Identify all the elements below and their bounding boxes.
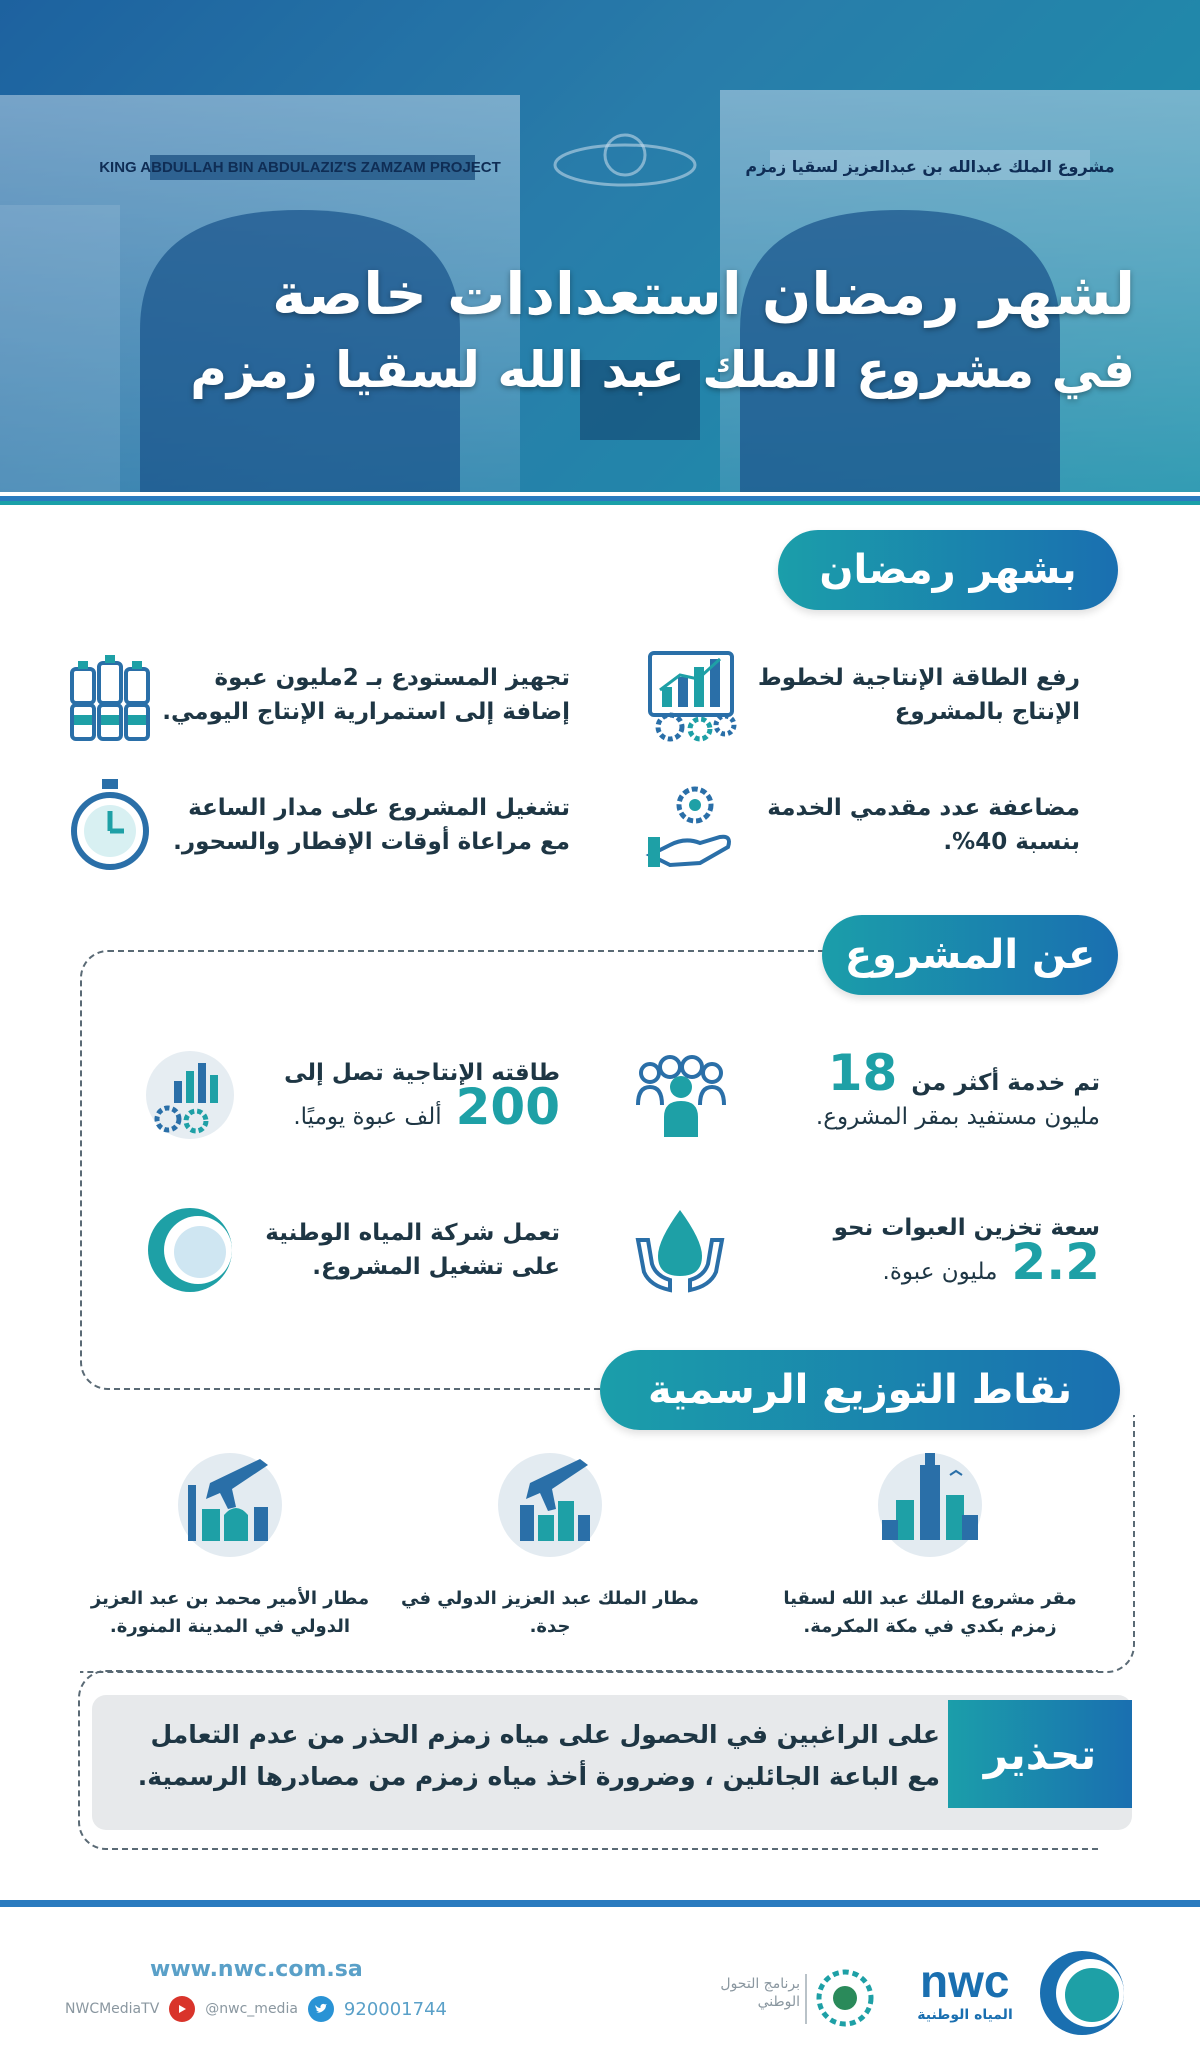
operator-text: تعمل شركة المياه الوطنية على تشغيل المشروع.	[265, 1220, 560, 1280]
storage-suffix: مليون عبوة.	[882, 1259, 998, 1285]
title-line-2: في مشروع الملك عبد الله لسقيا زمزم	[190, 341, 1135, 399]
ramadan-item-hours	[60, 775, 590, 875]
title-line-1: لشهر رمضان استعدادات خاصة	[272, 260, 1135, 328]
jeddah-airport-icon	[490, 1445, 610, 1565]
capacity-number: 200	[455, 1078, 560, 1136]
header-banner	[0, 0, 1200, 505]
vision-program-text: برنامج التحول الوطني	[720, 1976, 800, 2010]
social-links	[65, 1996, 447, 2022]
ramadan-item-text: مضاعفة عدد مقدمي الخدمة بنسبة 40%.	[767, 795, 1080, 855]
youtube-handle[interactable]: NWCMediaTV	[65, 2001, 160, 2017]
distribution-point-madinah	[80, 1445, 380, 1641]
distribution-label: مطار الأمير محمد بن عبد العزيز الدولي في المدينة المنورة.	[90, 1588, 370, 1637]
gate-sign-right: مشروع الملك عبدالله بن عبدالعزيز لسقيا زمزم	[745, 157, 1115, 176]
service-hand-icon	[640, 775, 740, 875]
distribution-label: مطار الملك عبد العزيز الدولي في جدة.	[400, 1588, 699, 1637]
warning-text: على الراغبين في الحصول على مياه زمزم الحذر من عدم التعامل مع الباعة الجائلين ، وضرورة أخذ مياه زمزم من مصادرها الرسمية.	[137, 1720, 940, 1791]
served-number: 18	[827, 1044, 898, 1102]
about-frame	[80, 950, 880, 1390]
instagram-handle[interactable]: @nwc_media	[205, 2001, 298, 2017]
ramadan-item-text: تشغيل المشروع على مدار الساعة مع مراعاة أوقات الإفطار والسحور.	[173, 795, 570, 855]
ramadan-item-staff	[640, 775, 1120, 875]
ramadan-item-warehouse	[60, 645, 590, 745]
distribution-label: مقر مشروع الملك عبد الله لسقيا زمزم بكدي في مكة المكرمة.	[783, 1588, 1077, 1637]
footer-divider	[0, 1900, 1200, 1907]
bottles-icon	[60, 645, 160, 745]
youtube-icon[interactable]	[169, 1996, 195, 2022]
stopwatch-icon	[60, 775, 160, 875]
served-suffix: مليون مستفيد بمقر المشروع.	[815, 1104, 1100, 1130]
about-capacity	[140, 1045, 590, 1145]
people-group-icon	[630, 1045, 730, 1145]
zamzam-building-illustration	[0, 0, 1200, 505]
served-prefix: تم خدمة أكثر من	[911, 1070, 1100, 1096]
nwc-logo	[910, 1945, 1130, 2045]
nwc-ring-icon	[140, 1200, 240, 1300]
nwc-brand-text: nwc	[920, 1955, 1010, 2007]
section-distribution-title: نقاط التوزيع الرسمية	[600, 1350, 1120, 1430]
capacity-suffix: ألف عبوة يوميًا.	[293, 1104, 442, 1130]
capacity-prefix: طاقته الإنتاجية تصل إلى	[284, 1060, 560, 1086]
water-drop-hands-icon	[630, 1200, 730, 1300]
gate-sign-left: KING ABDULLAH BIN ABDULAZIZ'S ZAMZAM PROJECT	[99, 159, 501, 176]
ramadan-item-text: تجهيز المستودع بـ 2مليون عبوة إضافة إلى استمرارية الإنتاج اليومي.	[162, 665, 570, 725]
nwc-brand-subtitle: المياه الوطنية	[917, 2007, 1013, 2023]
storage-number: 2.2	[1011, 1233, 1100, 1291]
phone-number[interactable]: 920001744	[343, 1998, 447, 2020]
distribution-point-jeddah	[400, 1445, 700, 1641]
page-title	[190, 255, 1135, 407]
about-storage	[630, 1200, 1130, 1300]
section-about-title: عن المشروع	[822, 915, 1118, 995]
distribution-point-makkah	[760, 1445, 1100, 1641]
twitter-icon[interactable]	[308, 1996, 334, 2022]
ramadan-item-production	[640, 645, 1120, 745]
website-link[interactable]: www.nwc.com.sa	[150, 1957, 363, 1982]
madinah-airport-icon	[170, 1445, 290, 1565]
section-ramadan-title: بشهر رمضان	[778, 530, 1118, 610]
makkah-skyline-icon	[870, 1445, 990, 1565]
about-served	[630, 1045, 1130, 1145]
ramadan-item-text: رفع الطاقة الإنتاجية لخطوط الإنتاج بالمشروع	[757, 665, 1080, 725]
production-gears-icon	[640, 645, 740, 745]
header-stripe	[0, 492, 1200, 505]
warning-label: تحذير	[948, 1700, 1132, 1808]
production-gears-icon	[140, 1045, 240, 1145]
about-operator	[140, 1200, 590, 1300]
storage-prefix: سعة تخزين العبوات نحو	[833, 1215, 1100, 1241]
